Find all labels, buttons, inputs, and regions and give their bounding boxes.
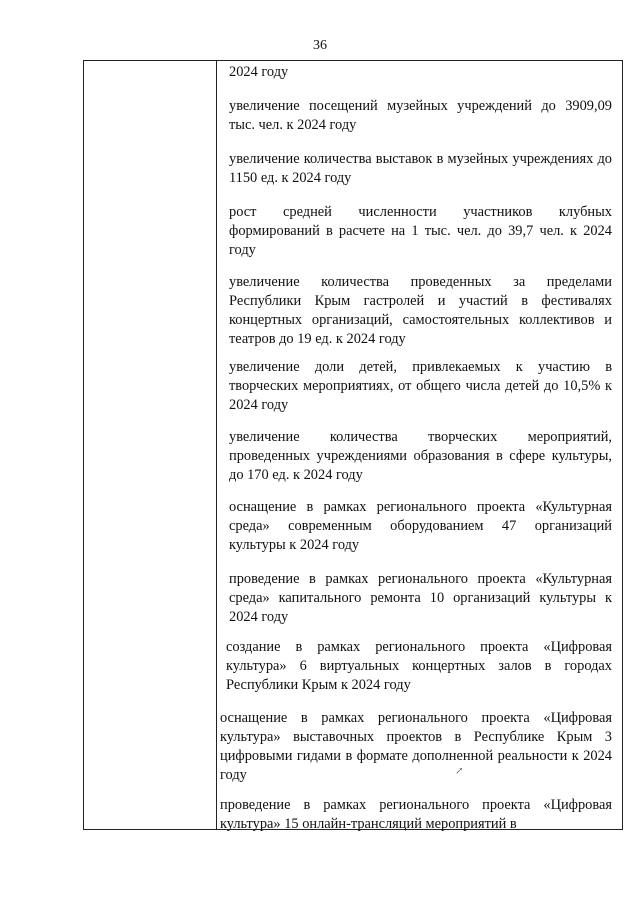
scan-artifact-icon: ↗ [455,766,464,777]
table-cell-text: увеличение количества выставок в музейных учреждениях до 1150 ед. к 2024 году [229,151,612,186]
table-column-divider [216,61,217,829]
table-cell-text: 2024 году [229,64,289,80]
page-number: 36 [313,38,327,53]
table-cell-text: проведение в рамках регионального проекта «Культурная среда» капитального ремонта 10 организаций культуры к 2024 году [229,571,612,625]
table-cell-text: оснащение в рамках регионального проекта «Культурная среда» современным оборудованием 47 организаций культуры к 2024 году [229,499,612,553]
table-cell-text: увеличение количества проведенных за пределами Республики Крым гастролей и участий в фестивалях концертных организаций, самостоятельных коллективов и театров до 19 ед. к 2024 году [229,274,612,347]
table-cell-text: проведение в рамках регионального проекта «Цифровая культура» 15 онлайн-трансляций мероприятий в [220,797,612,832]
table-cell-text: оснащение в рамках регионального проекта «Цифровая культура» выставочных проектов в Республике Крым 3 цифровыми гидами в формате дополненной реальности к 2024 году [220,710,612,783]
table-cell-text: увеличение посещений музейных учреждений до 3909,09 тыс. чел. к 2024 году [229,98,612,133]
table-cell-text: увеличение доли детей, привлекаемых к участию в творческих мероприятиях, от общего числа детей до 10,5% к 2024 году [229,359,612,413]
table-cell-text: рост средней численности участников клубных формирований в расчете на 1 тыс. чел. до 39,7 чел. к 2024 году [229,204,612,258]
table-cell-text: увеличение количества творческих мероприятий, проведенных учреждениями образования в сфере культуры, до 170 ед. к 2024 году [229,429,612,483]
table-cell-text: создание в рамках регионального проекта «Цифровая культура» 6 виртуальных концертных залов в городах Республики Крым к 2024 году [226,639,612,693]
